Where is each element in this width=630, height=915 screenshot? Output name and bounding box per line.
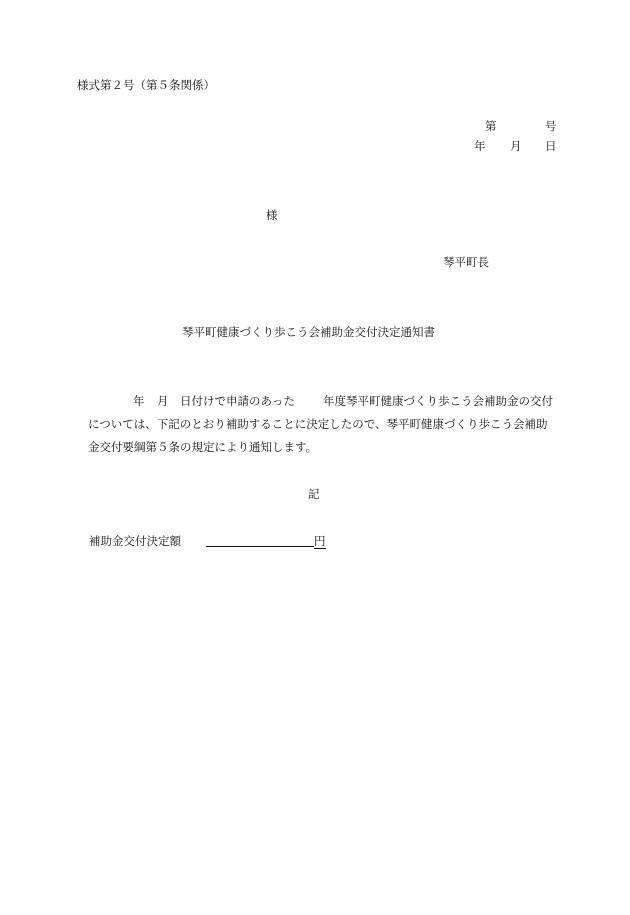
date-day: 日: [545, 139, 557, 153]
body-month: 月: [157, 394, 169, 408]
body-day-rest: 日付けで申請のあった: [180, 394, 295, 408]
body-line1-rest: 年度琴平町健康づくり歩こう会補助金の交付: [323, 394, 553, 408]
amount-field: [206, 534, 326, 547]
date-month: 月: [510, 139, 522, 153]
body-year: 年: [133, 394, 145, 408]
addressee-suffix: 様: [266, 208, 278, 222]
ki-label: 記: [308, 487, 320, 501]
amount-label: 補助金交付決定額: [89, 534, 181, 548]
issuer-name: 琴平町長: [443, 255, 489, 269]
doc-number-dai: 第: [485, 119, 497, 133]
body-line2: については、下記のとおり補助することに決定したので、琴平町健康づくり歩こう会補助: [88, 417, 548, 431]
date-year: 年: [474, 139, 486, 153]
doc-number-go: 号: [545, 119, 557, 133]
amount-unit: 円: [314, 533, 326, 548]
document-title: 琴平町健康づくり歩こう会補助金交付決定通知書: [182, 325, 435, 339]
amount-blank-line: [206, 534, 314, 547]
body-line3: 金交付要綱第５条の規定により通知します。: [88, 440, 318, 454]
form-number: 様式第２号（第５条関係）: [77, 78, 215, 92]
